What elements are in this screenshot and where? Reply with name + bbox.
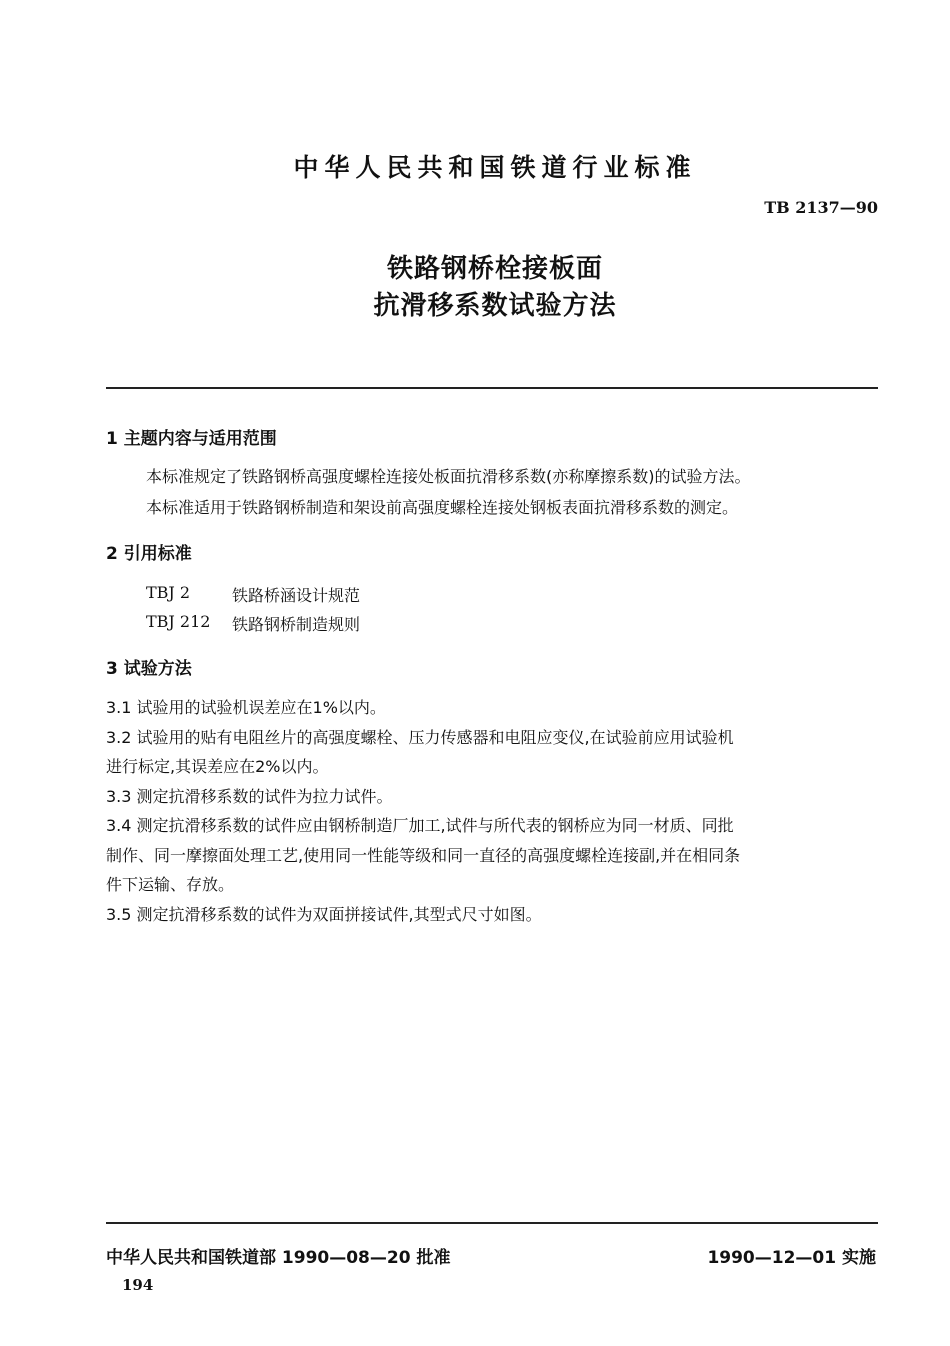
reference-code: TBJ 2	[146, 583, 191, 602]
clause-3-1: 3.1 试验用的试验机误差应在1%以内。	[106, 698, 386, 717]
reference-code: TBJ 212	[146, 612, 211, 631]
standard-code: TB 2137—90	[764, 198, 878, 217]
section-2-heading: 2 引用标准	[106, 544, 192, 564]
page-number: 194	[122, 1276, 154, 1294]
reference-name: 铁路桥涵设计规范	[232, 586, 361, 605]
top-divider	[106, 387, 878, 389]
clause-3-5: 3.5 测定抗滑移系数的试件为双面拼接试件,其型式尺寸如图。	[106, 905, 542, 924]
clause-3-4-line-3: 件下运输、存放。	[106, 875, 235, 894]
section-1-heading: 1 主题内容与适用范围	[106, 429, 277, 449]
reference-name: 铁路钢桥制造规则	[232, 615, 361, 634]
document-title-line2: 抗滑移系数试验方法	[373, 291, 617, 321]
effective-date: 1990—12—01 实施	[707, 1248, 876, 1268]
bottom-divider	[106, 1222, 878, 1224]
section-1-paragraph-2: 本标准适用于铁路钢桥制造和架设前高强度螺栓连接处钢板表面抗滑移系数的测定。	[146, 498, 739, 517]
clause-3-4-line-1: 3.4 测定抗滑移系数的试件应由钢桥制造厂加工,试件与所代表的钢桥应为同一材质、同批	[106, 816, 734, 835]
document-title-line1: 铁路钢桥栓接板面	[386, 254, 603, 284]
clause-3-2-line-1: 3.2 试验用的贴有电阻丝片的高强度螺栓、压力传感器和电阻应变仪,在试验前应用试验机	[106, 728, 734, 747]
section-3-heading: 3 试验方法	[106, 659, 192, 679]
section-1-paragraph-1: 本标准规定了铁路钢桥高强度螺栓连接处板面抗滑移系数(亦称摩擦系数)的试验方法。	[146, 467, 751, 486]
clause-3-2-line-2: 进行标定,其误差应在2%以内。	[106, 757, 329, 776]
clause-3-3: 3.3 测定抗滑移系数的试件为拉力试件。	[106, 787, 393, 806]
clause-3-4-line-2: 制作、同一摩擦面处理工艺,使用同一性能等级和同一直径的高强度螺栓连接副,并在相同条	[106, 846, 741, 865]
approval-statement: 中华人民共和国铁道部 1990—08—20 批准	[106, 1248, 451, 1268]
standard-name: 中华人民共和国铁道行业标准	[293, 153, 697, 182]
